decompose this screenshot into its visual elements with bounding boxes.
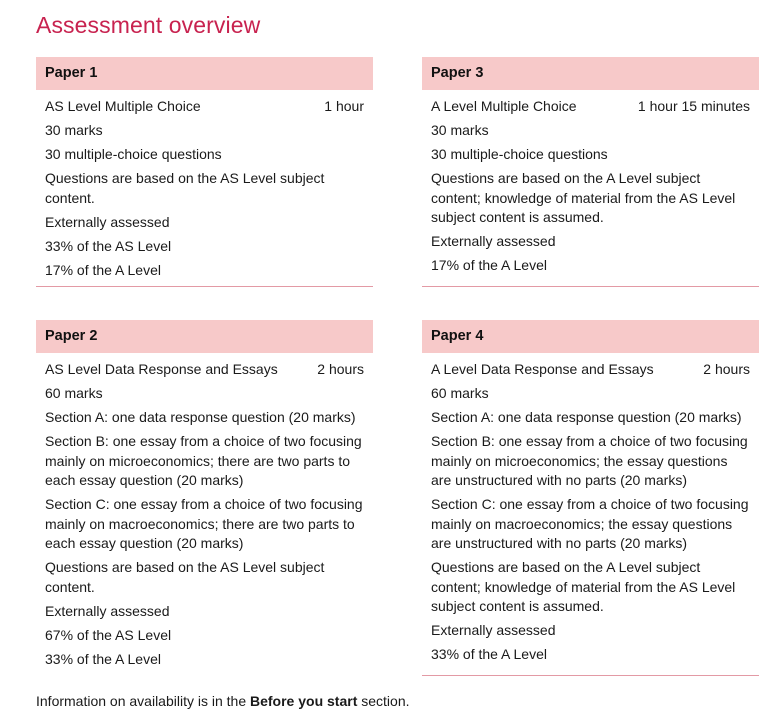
paper-1-card — [36, 57, 373, 287]
paper-name: AS Level Data Response and Essays — [45, 361, 278, 377]
paper-detail: Questions are based on the A Level subject content; knowledge of material from the AS Level subject content is assumed. — [431, 170, 736, 225]
paper-detail: 30 multiple-choice questions — [431, 146, 608, 162]
paper-heading: Paper 3 — [422, 57, 759, 90]
card-divider — [422, 286, 759, 287]
paper-detail: 60 marks — [45, 385, 103, 401]
paper-detail: Externally assessed — [431, 233, 556, 249]
paper-name: A Level Multiple Choice — [431, 98, 577, 114]
paper-heading: Paper 4 — [422, 320, 759, 353]
page-title: Assessment overview — [36, 12, 261, 38]
paper-detail: Section B: one essay from a choice of two focusing mainly on microeconomics; the essay questions are unstructured with no parts (20 marks) — [431, 433, 748, 488]
card-divider — [422, 675, 759, 676]
paper-detail: Questions are based on the AS Level subject content. — [45, 559, 325, 595]
availability-note — [36, 693, 410, 709]
paper-duration: 1 hour 15 minutes — [637, 98, 750, 114]
paper-3-card — [422, 57, 759, 287]
paper-detail: 67% of the AS Level — [45, 626, 172, 643]
paper-detail: 17% of the A Level — [45, 261, 161, 278]
paper-detail: 17% of the A Level — [431, 257, 547, 273]
paper-name: A Level Data Response and Essays — [431, 361, 654, 377]
paper-detail: Externally assessed — [45, 602, 170, 619]
paper-detail: Questions are based on the AS Level subject content. — [45, 170, 325, 206]
paper-detail: 30 marks — [45, 122, 103, 138]
paper-detail: Externally assessed — [431, 622, 556, 638]
paper-2-card — [36, 320, 373, 680]
card-divider — [36, 286, 373, 287]
paper-detail: 30 marks — [431, 122, 489, 138]
footer-text: Information on availability is in the — [36, 693, 250, 709]
paper-detail: Section A: one data response question (20 marks) — [45, 409, 356, 425]
paper-heading: Paper 1 — [36, 57, 373, 90]
paper-4-card — [422, 320, 759, 676]
paper-detail: 60 marks — [431, 385, 489, 401]
footer-text-end: section. — [357, 693, 410, 709]
paper-detail: 33% of the AS Level — [45, 237, 172, 254]
paper-detail: Section C: one essay from a choice of two focusing mainly on macroeconomics; the essay questions are unstructured with no parts (20 marks) — [431, 496, 749, 551]
paper-duration: 2 hours — [703, 361, 750, 377]
paper-detail: 33% of the A Level — [431, 646, 547, 662]
paper-detail: 30 multiple-choice questions — [45, 146, 222, 162]
paper-detail: Section C: one essay from a choice of two focusing mainly on macroeconomics; there are two parts to each essay question (20 marks) — [45, 496, 363, 551]
paper-detail: Section A: one data response question (20 marks) — [431, 409, 742, 425]
paper-duration: 2 hours — [317, 361, 364, 377]
paper-duration: 1 hour — [324, 98, 364, 114]
paper-detail: Questions are based on the A Level subject content; knowledge of material from the AS Level subject content is assumed. — [431, 559, 736, 614]
footer-bold-text: Before you start — [250, 693, 358, 709]
paper-name: AS Level Multiple Choice — [45, 98, 201, 114]
paper-detail: 33% of the A Level — [45, 650, 161, 667]
paper-detail: Externally assessed — [45, 213, 170, 230]
paper-detail: Section B: one essay from a choice of two focusing mainly on microeconomics; there are two parts to each essay question (20 marks) — [45, 433, 362, 488]
paper-heading: Paper 2 — [36, 320, 373, 353]
